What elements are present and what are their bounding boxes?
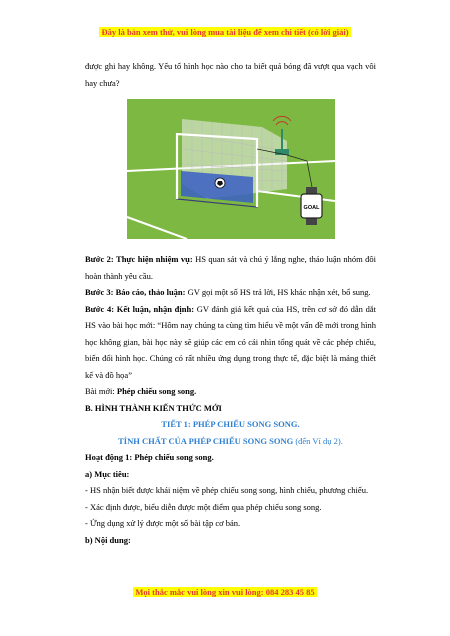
- goal-watch-label: GOAL: [303, 205, 319, 211]
- contact-banner-text: Mọi thắc mắc vui lòng xin vui lòng: 084 283 45 85: [135, 587, 315, 597]
- step4-paragraph: [85, 301, 376, 384]
- section-heading: B. HÌNH THÀNH KIẾN THỨC MỚI: [85, 402, 222, 413]
- step2-text: HS quan sát và chú ý lắng nghe, thảo luận nhóm đôi hoàn thành yêu cầu.: [85, 254, 376, 281]
- watch-strap: [306, 187, 317, 194]
- content-heading: b) Nội dung:: [85, 534, 131, 545]
- new-lesson-label: Bài mới:: [85, 386, 117, 396]
- goal-line-technology-figure: [127, 99, 335, 239]
- objective-item: - HS nhận biết được khái niệm về phép chiếu song song, hình chiếu, phương chiếu.: [85, 485, 369, 495]
- step4-label: Bước 4: Kết luận, nhận định:: [85, 303, 195, 314]
- step3-text: GV gọi một số HS trả lời, HS khác nhận xét, bổ sung.: [185, 287, 371, 297]
- objective-item: - Ứng dụng xử lý được một số bài tập cơ bản.: [85, 518, 241, 528]
- watch-strap: [306, 218, 317, 225]
- new-lesson-title: Phép chiếu song song.: [116, 386, 197, 396]
- step2-paragraph: [85, 251, 376, 284]
- preview-banner: [0, 27, 450, 37]
- activity-heading: Hoạt động 1: Phép chiếu song song.: [85, 452, 214, 462]
- lesson-title: TIẾT 1: PHÉP CHIẾU SONG SONG.: [161, 419, 300, 429]
- contact-banner: [0, 587, 450, 597]
- preview-banner-text: Đây là bản xem thử, vui lòng mua tài liệu để xem chi tiết (có lời giải): [101, 27, 349, 37]
- property-title-line: [85, 433, 376, 450]
- objective-item: - Xác định được, biểu diễn được một điểm qua phép chiếu song song.: [85, 501, 322, 512]
- step4-text: GV đánh giá kết quả của HS, trên cơ sở đó dẫn dắt HS vào bài học mới: “Hôm nay chúng ta cùng tìm hiểu về một vấn đề mới trong hình học không gian, bài học này sẽ giúp các em có cái nhìn tổng quát về các phép chiếu, biến đổi hình học. Chúng có rất nhiều ứng dụng trong thực tế, đặc biệt là mảng thiết kế và đồ họa”: [85, 303, 376, 380]
- step3-paragraph: [85, 284, 376, 301]
- document-body: [85, 58, 376, 548]
- step2-label: Bước 2: Thực hiện nhiệm vụ:: [85, 254, 193, 264]
- new-lesson-line: [85, 383, 376, 400]
- property-note: (đến Ví dụ 2).: [293, 435, 343, 446]
- intro-paragraph: được ghi hay không. Yếu tố hình học nào cho ta biết quả bóng đã vượt qua vạch vôi hay chưa?: [85, 61, 376, 88]
- objectives-heading: a) Mục tiêu:: [85, 468, 130, 479]
- step3-label: Bước 3: Báo cáo, thảo luận:: [85, 287, 186, 297]
- property-title: TÍNH CHẤT CỦA PHÉP CHIẾU SONG SONG: [118, 435, 294, 446]
